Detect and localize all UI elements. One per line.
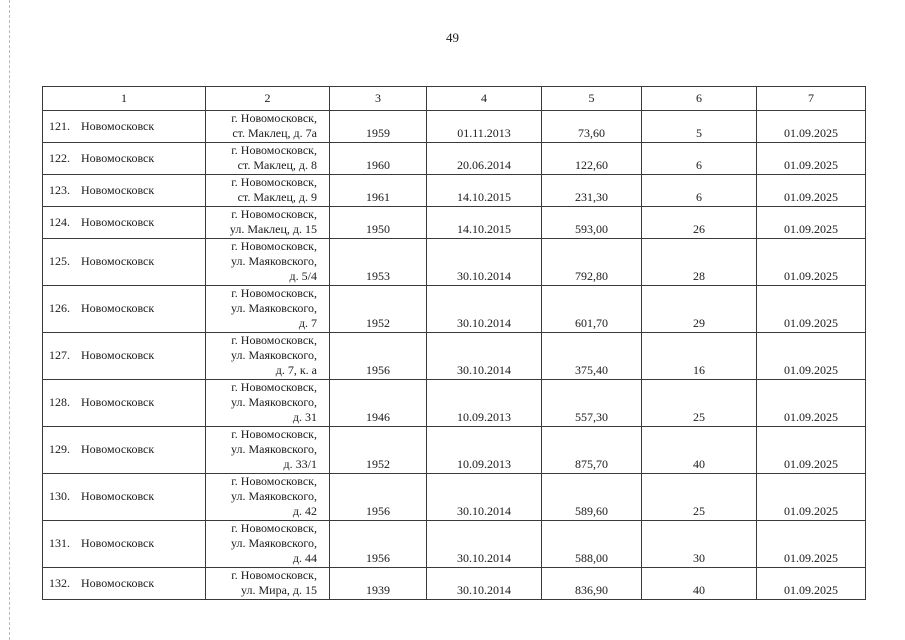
address-line: г. Новомосковск, <box>231 474 317 488</box>
cell-year: 1961 <box>330 175 427 207</box>
table-row <box>43 207 866 239</box>
cell-number-settlement <box>43 111 206 143</box>
cell-area: 593,00 <box>542 207 642 239</box>
address-line: д. 44 <box>292 551 317 565</box>
address-line: д. 7 <box>298 316 317 330</box>
address-line: ул. Маяковского, <box>231 301 317 315</box>
cell-date: 30.10.2014 <box>427 333 542 380</box>
address-line: г. Новомосковск, <box>231 286 317 300</box>
cell-year: 1952 <box>330 286 427 333</box>
cell-year: 1939 <box>330 568 427 600</box>
cell-number-settlement <box>43 239 206 286</box>
cell-address <box>206 175 330 207</box>
table-row <box>43 568 866 600</box>
cell-address <box>206 474 330 521</box>
cell-date: 30.10.2014 <box>427 239 542 286</box>
row-index: 131. <box>49 536 70 550</box>
cell-area: 231,30 <box>542 175 642 207</box>
cell-date: 14.10.2015 <box>427 207 542 239</box>
column-header: 2 <box>206 87 330 111</box>
cell-deadline: 01.09.2025 <box>757 568 866 600</box>
column-header: 1 <box>43 87 206 111</box>
address-line: г. Новомосковск, <box>231 380 317 394</box>
cell-area: 792,80 <box>542 239 642 286</box>
address-line: ул. Мира, д. 15 <box>241 583 317 597</box>
cell-count: 30 <box>642 521 757 568</box>
address-line: д. 5/4 <box>289 269 317 283</box>
settlement-name: Новомосковск <box>81 182 155 197</box>
cell-year: 1946 <box>330 380 427 427</box>
address-line: д. 42 <box>292 504 317 518</box>
row-index: 130. <box>49 489 70 503</box>
housing-register-table <box>42 86 866 600</box>
cell-date: 30.10.2014 <box>427 521 542 568</box>
cell-address <box>206 207 330 239</box>
settlement-name: Новомосковск <box>81 150 155 165</box>
cell-date: 20.06.2014 <box>427 143 542 175</box>
cell-date: 30.10.2014 <box>427 474 542 521</box>
cell-area: 557,30 <box>542 380 642 427</box>
cell-year: 1959 <box>330 111 427 143</box>
cell-area: 601,70 <box>542 286 642 333</box>
cell-date: 30.10.2014 <box>427 286 542 333</box>
cell-count: 40 <box>642 427 757 474</box>
cell-area: 122,60 <box>542 143 642 175</box>
settlement-name: Новомосковск <box>81 118 155 133</box>
row-index: 122. <box>49 150 70 165</box>
cell-deadline: 01.09.2025 <box>757 207 866 239</box>
address-line: ул. Маяковского, <box>231 536 317 550</box>
cell-date: 01.11.2013 <box>427 111 542 143</box>
address-line: д. 7, к. а <box>275 363 317 377</box>
cell-count: 6 <box>642 175 757 207</box>
address-line: г. Новомосковск, <box>231 207 317 221</box>
cell-area: 589,60 <box>542 474 642 521</box>
column-header: 5 <box>542 87 642 111</box>
settlement-name: Новомосковск <box>81 254 155 268</box>
cell-number-settlement <box>43 427 206 474</box>
cell-year: 1956 <box>330 521 427 568</box>
cell-date: 10.09.2013 <box>427 427 542 474</box>
cell-address <box>206 380 330 427</box>
settlement-name: Новомосковск <box>81 214 155 229</box>
cell-number-settlement <box>43 175 206 207</box>
address-line: ул. Маяковского, <box>231 395 317 409</box>
cell-count: 25 <box>642 380 757 427</box>
settlement-name: Новомосковск <box>81 442 155 456</box>
cell-deadline: 01.09.2025 <box>757 427 866 474</box>
table-body <box>43 111 866 600</box>
cell-count: 26 <box>642 207 757 239</box>
settlement-name: Новомосковск <box>81 575 155 590</box>
row-index: 129. <box>49 442 70 456</box>
cell-date: 14.10.2015 <box>427 175 542 207</box>
cell-deadline: 01.09.2025 <box>757 380 866 427</box>
cell-number-settlement <box>43 333 206 380</box>
row-index: 124. <box>49 214 70 229</box>
cell-count: 5 <box>642 111 757 143</box>
row-index: 132. <box>49 575 70 590</box>
row-index: 121. <box>49 118 70 133</box>
cell-count: 25 <box>642 474 757 521</box>
table-row <box>43 427 866 474</box>
settlement-name: Новомосковск <box>81 536 155 550</box>
cell-address <box>206 239 330 286</box>
cell-address <box>206 427 330 474</box>
address-line: д. 33/1 <box>283 457 317 471</box>
cell-area: 836,90 <box>542 568 642 600</box>
column-header: 6 <box>642 87 757 111</box>
row-index: 126. <box>49 301 70 315</box>
table-row <box>43 474 866 521</box>
left-margin-line <box>9 0 10 640</box>
address-line: г. Новомосковск, <box>231 111 317 125</box>
column-header: 7 <box>757 87 866 111</box>
address-line: ул. Маяковского, <box>231 254 317 268</box>
table-row <box>43 111 866 143</box>
row-index: 123. <box>49 182 70 197</box>
cell-date: 30.10.2014 <box>427 568 542 600</box>
cell-address <box>206 143 330 175</box>
column-header: 3 <box>330 87 427 111</box>
address-line: г. Новомосковск, <box>231 239 317 253</box>
cell-address <box>206 521 330 568</box>
cell-deadline: 01.09.2025 <box>757 239 866 286</box>
address-line: ул. Маяковского, <box>231 489 317 503</box>
cell-count: 28 <box>642 239 757 286</box>
cell-area: 73,60 <box>542 111 642 143</box>
settlement-name: Новомосковск <box>81 489 155 503</box>
settlement-name: Новомосковск <box>81 395 155 409</box>
address-line: ул. Маяковского, <box>231 442 317 456</box>
table-row <box>43 239 866 286</box>
row-index: 128. <box>49 395 70 409</box>
table-row <box>43 286 866 333</box>
column-header: 4 <box>427 87 542 111</box>
cell-area: 375,40 <box>542 333 642 380</box>
cell-year: 1950 <box>330 207 427 239</box>
cell-number-settlement <box>43 143 206 175</box>
cell-number-settlement <box>43 207 206 239</box>
column-number-row <box>43 87 866 111</box>
table-row <box>43 521 866 568</box>
cell-address <box>206 286 330 333</box>
cell-count: 16 <box>642 333 757 380</box>
table-row <box>43 333 866 380</box>
cell-number-settlement <box>43 286 206 333</box>
cell-area: 875,70 <box>542 427 642 474</box>
cell-year: 1956 <box>330 333 427 380</box>
address-line: ул. Маяковского, <box>231 348 317 362</box>
address-line: г. Новомосковск, <box>231 175 317 189</box>
cell-number-settlement <box>43 474 206 521</box>
cell-area: 588,00 <box>542 521 642 568</box>
cell-number-settlement <box>43 568 206 600</box>
table-row <box>43 143 866 175</box>
table-row <box>43 175 866 207</box>
address-line: г. Новомосковск, <box>231 427 317 441</box>
cell-deadline: 01.09.2025 <box>757 521 866 568</box>
page-number: 49 <box>446 30 459 45</box>
cell-number-settlement <box>43 521 206 568</box>
cell-date: 10.09.2013 <box>427 380 542 427</box>
address-line: д. 31 <box>292 410 317 424</box>
settlement-name: Новомосковск <box>81 348 155 362</box>
cell-year: 1960 <box>330 143 427 175</box>
row-index: 125. <box>49 254 70 268</box>
address-line: г. Новомосковск, <box>231 568 317 582</box>
cell-deadline: 01.09.2025 <box>757 143 866 175</box>
cell-deadline: 01.09.2025 <box>757 111 866 143</box>
cell-count: 40 <box>642 568 757 600</box>
cell-address <box>206 333 330 380</box>
cell-count: 6 <box>642 143 757 175</box>
address-line: ст. Маклец, д. 9 <box>237 190 317 204</box>
address-line: г. Новомосковск, <box>231 143 317 157</box>
cell-address <box>206 111 330 143</box>
table-row <box>43 380 866 427</box>
address-line: ст. Маклец, д. 8 <box>237 158 317 172</box>
cell-deadline: 01.09.2025 <box>757 286 866 333</box>
address-line: ст. Маклец, д. 7а <box>232 126 317 140</box>
cell-deadline: 01.09.2025 <box>757 333 866 380</box>
cell-year: 1952 <box>330 427 427 474</box>
cell-year: 1953 <box>330 239 427 286</box>
cell-year: 1956 <box>330 474 427 521</box>
cell-address <box>206 568 330 600</box>
address-line: г. Новомосковск, <box>231 521 317 535</box>
address-line: г. Новомосковск, <box>231 333 317 347</box>
settlement-name: Новомосковск <box>81 301 155 315</box>
cell-deadline: 01.09.2025 <box>757 474 866 521</box>
cell-deadline: 01.09.2025 <box>757 175 866 207</box>
cell-count: 29 <box>642 286 757 333</box>
address-line: ул. Маклец, д. 15 <box>229 222 317 236</box>
cell-number-settlement <box>43 380 206 427</box>
row-index: 127. <box>49 348 70 362</box>
